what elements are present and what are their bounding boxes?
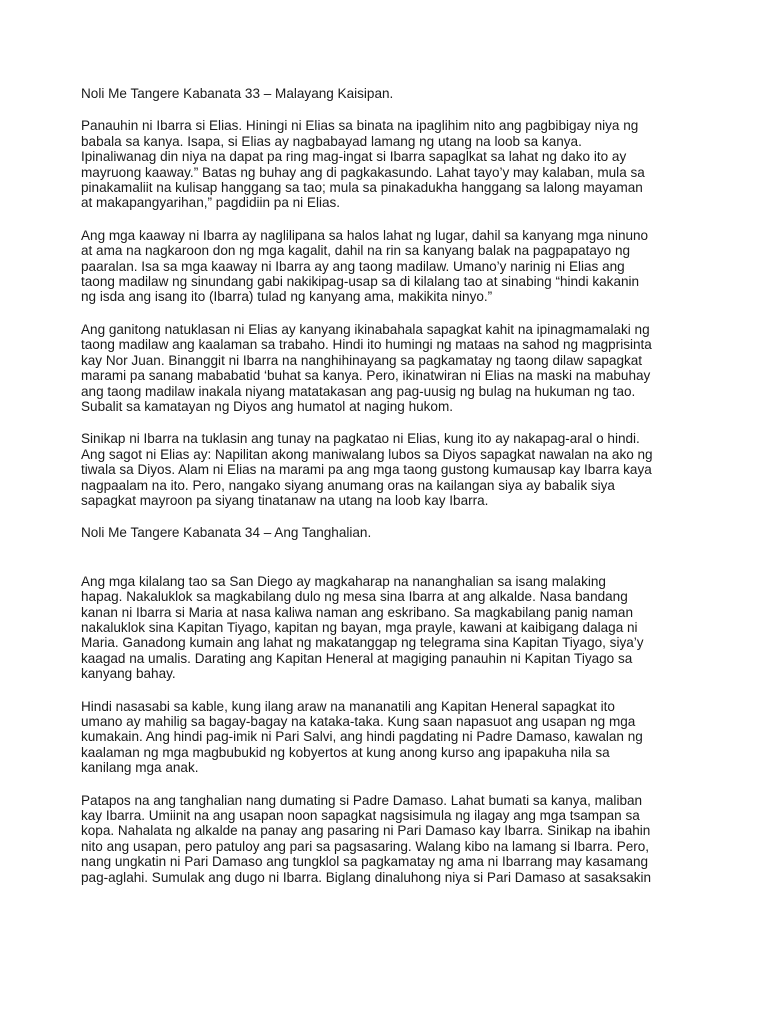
paragraph bbox=[81, 699, 708, 776]
text-line: pinakamaliit na kulisap hanggang sa tao; mula sa pinakadukha hanggang sa lalong mayaman bbox=[81, 180, 643, 196]
paragraph bbox=[81, 574, 708, 682]
text-line: marami pa sanang mababatid ‘buhat sa kanya. Pero, ikinatwiran ni Elias na maski na mabuhay bbox=[81, 368, 651, 384]
text-line: nang ungkatin ni Pari Damaso ang tungklol sa pagkamatay ng ama ni Ibarrang may kasamang bbox=[81, 854, 649, 870]
chapter-33-heading: Noli Me Tangere Kabanata 33 – Malayang Kaisipan. bbox=[81, 86, 394, 101]
chapter-34-heading: Noli Me Tangere Kabanata 34 – Ang Tanghalian. bbox=[81, 525, 372, 541]
text-line: nito ang usapan, pero patuloy ang pari sa pagsasaring. Walang kibo na lamang si Ibarra. Pero, bbox=[81, 838, 650, 854]
text-line: taong madilaw ng sinundang gabi nakikipag-usap sa di kilalang tao at sinabing “hindi kakanin bbox=[81, 274, 640, 290]
text-line: Ang mga kaaway ni Ibarra ay naglilipana sa halos lahat ng lugar, dahil sa kanyang mga ninuno bbox=[81, 227, 649, 243]
chapter-34-body bbox=[81, 574, 708, 885]
text-line: ng isda ang isang ito (Ibarra) tulad ng kanyang ama, makikita ninyo.” bbox=[81, 289, 493, 305]
text-line: nakaluklok sina Kapitan Tiyago, kapitan ng bayan, mga prayle, kawani at kaibigang dalaga ni bbox=[81, 619, 638, 635]
paragraph bbox=[81, 793, 708, 885]
text-line: mayruong kaaway.” Batas ng buhay ang di pagkakasundo. Lahat tayo’y may kalaban, mula sa bbox=[81, 164, 645, 180]
text-line: Sinikap ni Ibarra na tuklasin ang tunay na pagkatao ni Elias, kung ito ay nakapag-aral o hindi. bbox=[81, 431, 640, 447]
paragraph bbox=[81, 228, 708, 305]
text-line: kanyang bahay. bbox=[81, 666, 176, 682]
text-line: taong madilaw ang kaalaman sa trabaho. Hindi ito humingi ng mataas na sahod ng magprisinta bbox=[81, 337, 652, 353]
text-line: kay Nor Juan. Binanggit ni Ibarra na nanghihinayang sa pagkamatay ng taong dilaw sapagkat bbox=[81, 352, 643, 368]
text-line: Ang mga kilalang tao sa San Diego ay magkaharap na nananghalian sa isang malaking bbox=[81, 573, 606, 589]
text-line: Hindi nasasabi sa kable, kung ilang araw na mananatili ang Kapitan Heneral sapagkat ito bbox=[81, 698, 615, 714]
text-line: Maria. Ganadong kumain ang lahat ng makatanggap ng telegrama sina Kapitan Tiyago, siya’y bbox=[81, 635, 644, 651]
text-line: Patapos na ang tanghalian nang dumating si Padre Damaso. Lahat bumati sa kanya, maliban bbox=[81, 792, 643, 808]
text-line: kopa. Nahalata ng alkalde na panay ang pasaring ni Pari Damaso kay Ibarra. Sinikap na ibahin bbox=[81, 823, 651, 839]
text-line: Subalit sa kamatayan ng Diyos ang humatol at naging hukom. bbox=[81, 398, 454, 414]
text-line: paaralan. Isa sa mga kaaway ni Ibarra ay ang taong madilaw. Umano’y narinig ni Elias ang bbox=[81, 258, 625, 274]
paragraph bbox=[81, 431, 708, 508]
text-line: Ang ganitong natuklasan ni Elias ay kanyang ikinabahala sapagkat kahit na ipinagmamalaki ng bbox=[81, 321, 650, 337]
text-line: nagpaalam na ito. Pero, nangako siyang anumang oras na kailangan siya ay babalik siya bbox=[81, 477, 615, 493]
text-line: kumakain. Ang hindi pag-imik ni Pari Salvi, ang hindi pagdating ni Padre Damaso, kawalan ng bbox=[81, 729, 643, 745]
text-line: Ang sagot ni Elias ay: Napilitan akong maniwalang lubos sa Diyos sapagkat nawalan na ako ng bbox=[81, 446, 653, 462]
text-line: at makapangyarihan,” pagdidiin pa ni Elias. bbox=[81, 195, 341, 211]
text-line: Ipinaliwanag din niya na dapat pa ring mag-ingat si Ibarra sapaglkat sa lahat ng dako ito ay bbox=[81, 149, 627, 165]
text-line: ang taong madilaw inakala niyang matatakasan ang pag-uusig ng bulag na hukuman ng tao. bbox=[81, 383, 636, 399]
text-line: at ama na nagkaroon don ng mga kagalit, dahil na rin sa kanyang balak na pagpapatayo ng bbox=[81, 243, 631, 259]
text-line: kanan ni Ibarra si Maria at nasa kaliwa naman ang eskribano. Sa magkabilang panig naman bbox=[81, 604, 633, 620]
text-line: hapag. Nakaluklok sa magkabilang dulo ng mesa sina Ibarra at ang alkalde. Nasa bandang bbox=[81, 589, 628, 605]
text-line: tiwala sa Diyos. Alam ni Elias na marami pa ang mga taong gustong kumausap kay Ibarra kaya bbox=[81, 462, 652, 478]
text-line: babala sa kanya. Isapa, si Elias ay nagbabayad lamang ng utang na loob sa kanya. bbox=[81, 133, 582, 149]
text-line: Panauhin ni Ibarra si Elias. Hiningi ni Elias sa binata na ipaglihim nito ang pagbibigay niya ng bbox=[81, 118, 639, 134]
paragraph bbox=[81, 118, 708, 210]
text-line: kanilang mga anak. bbox=[81, 760, 199, 776]
chapter-33-body bbox=[81, 118, 708, 508]
text-line: umano ay mahilig sa bagay-bagay na kataka-taka. Kung saan napasuot ang usapan ng mga bbox=[81, 714, 636, 729]
text-line: pag-aglahi. Sumulak ang dugo ni Ibarra. Biglang dinaluhong niya si Pari Damaso at sasaksakin bbox=[81, 869, 652, 885]
paragraph bbox=[81, 322, 708, 414]
text-line: kay Ibarra. Umiinit na ang usapan noon sapagkat nagsisimula ng ilagay ang mga tsampan sa bbox=[81, 808, 640, 824]
text-line: kaagad na umalis. Darating ang Kapitan Heneral at magiging panauhin ni Kapitan Tiyago sa bbox=[81, 650, 633, 666]
text-line: kaalaman ng mga magbubukid ng kobyertos at kung anong kurso ang ipapakuha nila sa bbox=[81, 744, 610, 760]
text-line: sapagkat mayroon pa siyang tinatanaw na utang na loob kay Ibarra. bbox=[81, 492, 489, 508]
